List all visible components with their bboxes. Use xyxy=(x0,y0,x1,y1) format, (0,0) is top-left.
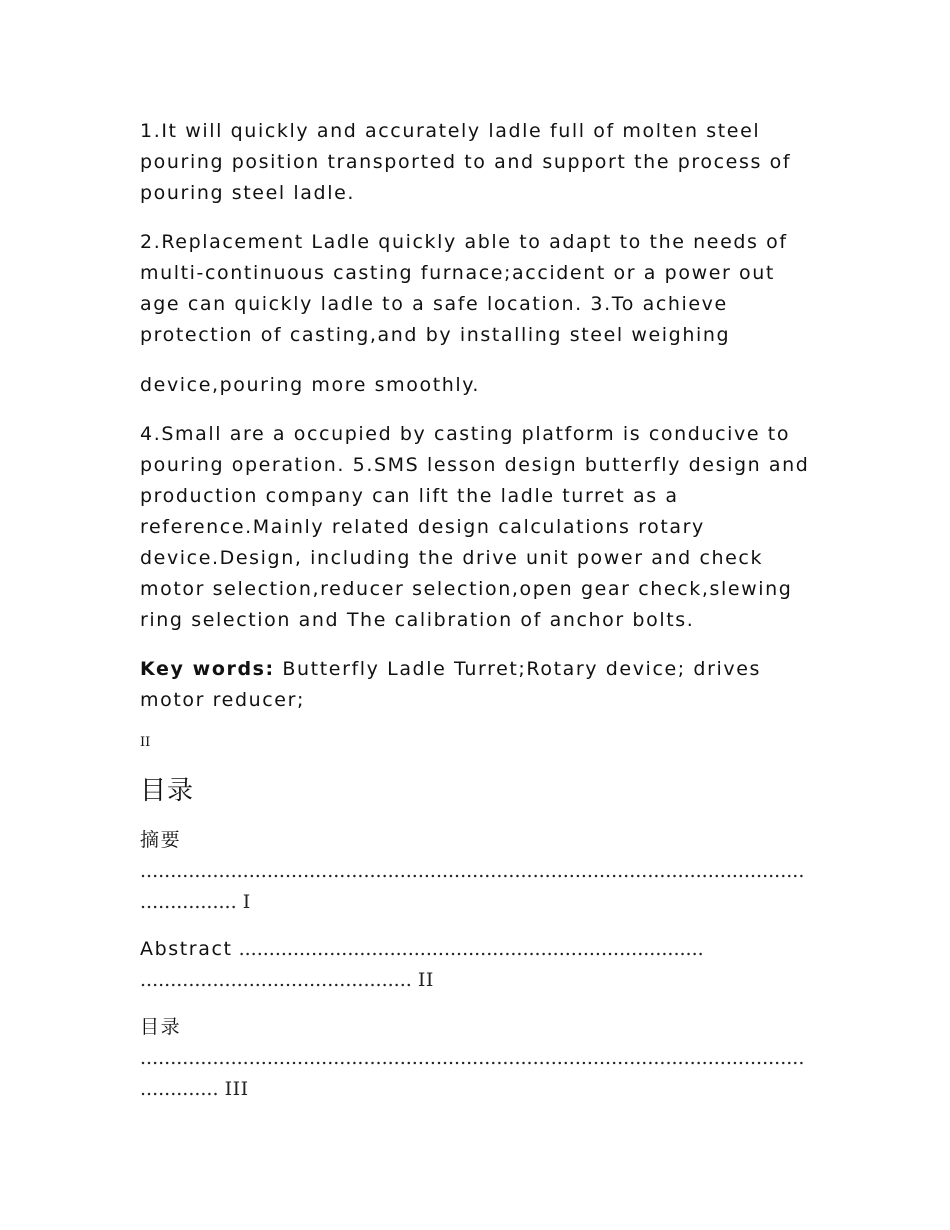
toc-entry-abstract-en[interactable] xyxy=(140,934,810,996)
toc-leader xyxy=(140,856,810,918)
toc-entry-page: III xyxy=(224,1078,249,1101)
toc-entry-title: 摘要 xyxy=(140,829,182,852)
page-number: II xyxy=(140,735,151,750)
keywords-line xyxy=(140,654,810,716)
toc-entry-contents[interactable] xyxy=(140,1012,810,1105)
toc-leader-line-2: ...................................... xyxy=(140,860,805,914)
document-page xyxy=(140,116,810,1105)
abstract-paragraph-1: 1.It will quickly and accurately ladle full of molten steel pouring position transported to and support the process of pouring steel ladle. xyxy=(140,120,792,204)
toc-leader xyxy=(140,965,810,996)
toc-leader-line-1: ............................................................................. xyxy=(232,938,704,961)
abstract-paragraph-2: 2.Replacement Ladle quickly able to adapt to the needs of multi-continuous casting furnace;accident or a power out age can quickly ladle to a safe location. 3.To achieve protection of casting,and by installing steel weighing xyxy=(140,231,788,346)
toc-entry-title: 目录 xyxy=(140,1016,182,1039)
abstract-paragraph-3: device,pouring more smoothly. xyxy=(140,374,481,396)
toc-entry-page: I xyxy=(242,891,251,914)
toc-entry-abstract-cn[interactable] xyxy=(140,825,810,918)
toc-leader xyxy=(140,1043,810,1105)
toc-entry-line xyxy=(140,934,810,965)
keywords-label: Key words: xyxy=(140,658,275,680)
abstract-paragraph-4: 4.Small are a occupied by casting platform is conducive to pouring operation. 5.SMS lesson design butterfly design and production company can lift the ladle turret as a reference.Mainly related design calculations rotary device.Design, including the drive unit power and check motor selection,reducer selection,open gear check,slewing ring selection and The calibration of anchor bolts. xyxy=(140,423,810,631)
keywords-text: Butterfly Ladle Turret;Rotary device; drives motor reducer; xyxy=(140,658,761,711)
toc-entry-title: Abstract xyxy=(140,938,233,961)
toc-title: 目录 xyxy=(140,776,195,806)
toc-leader-line-1: ........................................................................................ xyxy=(140,860,672,883)
toc-entry-page: II xyxy=(417,969,434,992)
toc-leader-line-2: ............................................. xyxy=(140,969,418,992)
toc-leader-line-1: ........................................................................................ xyxy=(140,1047,672,1070)
toc-leader-line-2: ................................... xyxy=(140,1047,805,1101)
